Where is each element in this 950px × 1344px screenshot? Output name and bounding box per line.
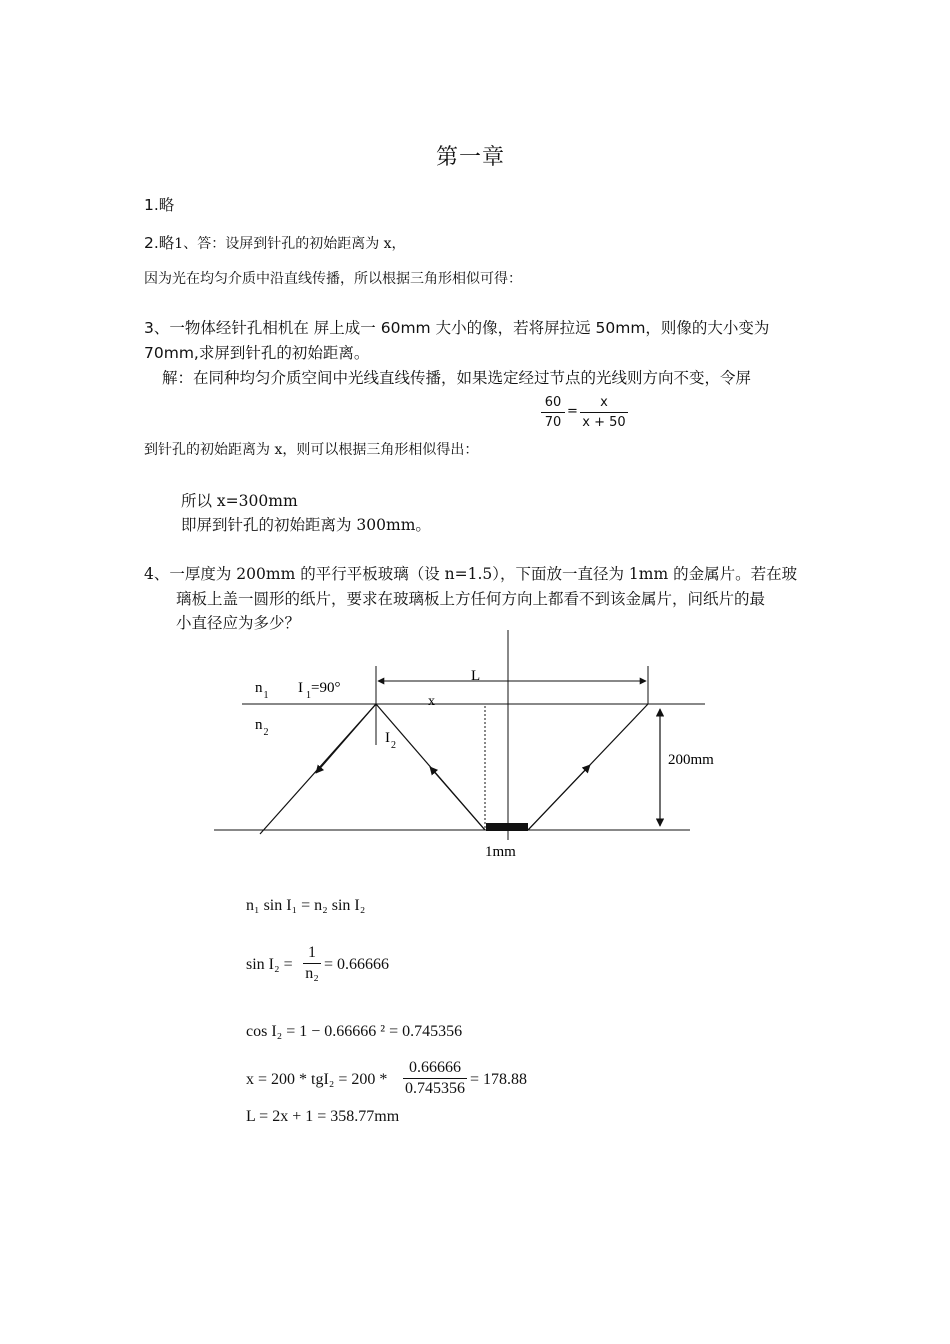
fraction-right-denominator: x + 50	[582, 415, 626, 430]
middle-ray-arrow	[430, 767, 485, 830]
sin-fraction-numerator: 1	[308, 944, 316, 961]
sin-formula-left: sin I₂ =	[246, 956, 293, 973]
question-4-line1: 4、一厚度为 200mm 的平行平板玻璃（设 n=1.5），下面放一直径为 1mm 的金属片。若在玻	[144, 565, 798, 583]
L-label: L	[471, 668, 481, 684]
I2-label: $I_2$	[385, 730, 396, 751]
answer-line2: 即屏到针孔的初始距离为 300mm。	[181, 516, 431, 534]
x-fraction-numerator: 0.66666	[409, 1059, 461, 1076]
fraction-right-numerator: x	[600, 395, 608, 410]
right-ray-arrow	[528, 765, 590, 830]
answer-line1: 所以 x=300mm	[181, 492, 298, 510]
n1-label: $n_1$	[255, 680, 269, 701]
x-formula-right: = 178.88	[470, 1071, 528, 1088]
I1-label: I $_1$=90°	[298, 680, 341, 701]
disk-label: 1mm	[485, 844, 516, 860]
solution-line2: 到针孔的初始距离为 x，则可以根据三角形相似得出：	[144, 442, 479, 458]
item-2-explanation: 因为光在均匀介质中沿直线传播，所以根据三角形相似可得：	[144, 271, 522, 287]
metal-disk	[486, 823, 528, 831]
x-label: x	[428, 694, 435, 709]
item-2-answer: 1、答：设屏到针孔的初始距离为 x，	[174, 236, 406, 252]
sin-formula-right: = 0.66666	[324, 956, 390, 973]
sin-fraction-denominator: n₂	[305, 965, 319, 982]
fraction-left-denominator: 70	[544, 415, 562, 430]
cos-formula: cos I₂ = 1 − 0.66666 ² = 0.745356	[246, 1023, 463, 1040]
question-3-line1: 3、一物体经针孔相机在 屏上成一 60mm 大小的像，若将屏拉远 50mm，则像的大小变为	[144, 319, 770, 337]
thickness-label: 200mm	[668, 752, 714, 768]
n2-label: $n_2$	[255, 717, 269, 738]
L-formula: L = 2x + 1 = 358.77mm	[246, 1108, 400, 1125]
equation-equals: =	[567, 404, 578, 419]
fraction-left-numerator: 60	[544, 395, 562, 410]
x-fraction-denominator: 0.745356	[405, 1080, 465, 1097]
item-2-label: 2.略	[144, 234, 175, 252]
x-formula-left: x = 200 * tgI₂ = 200 *	[246, 1071, 388, 1088]
chapter-title: 第一章	[436, 145, 506, 170]
x-formula-fraction	[403, 1059, 467, 1098]
question-4-line2: 璃板上盖一圆形的纸片，要求在玻璃板上方任何方向上都看不到该金属片，问纸片的最	[176, 590, 766, 608]
item-1: 1.略	[144, 196, 175, 214]
solution-line1: 解：在同种均匀介质空间中光线直线传播，如果选定经过节点的光线则方向不变，令屏	[162, 369, 752, 387]
question-3-line2: 70mm,求屏到针孔的初始距离。	[144, 344, 370, 362]
sin-formula-fraction	[303, 944, 321, 983]
snell-law-formula: n₁ sin I₁ = n₂ sin I₂	[246, 897, 366, 914]
question-4-line3: 小直径应为多少？	[176, 614, 301, 632]
left-ray-arrow	[316, 704, 376, 773]
